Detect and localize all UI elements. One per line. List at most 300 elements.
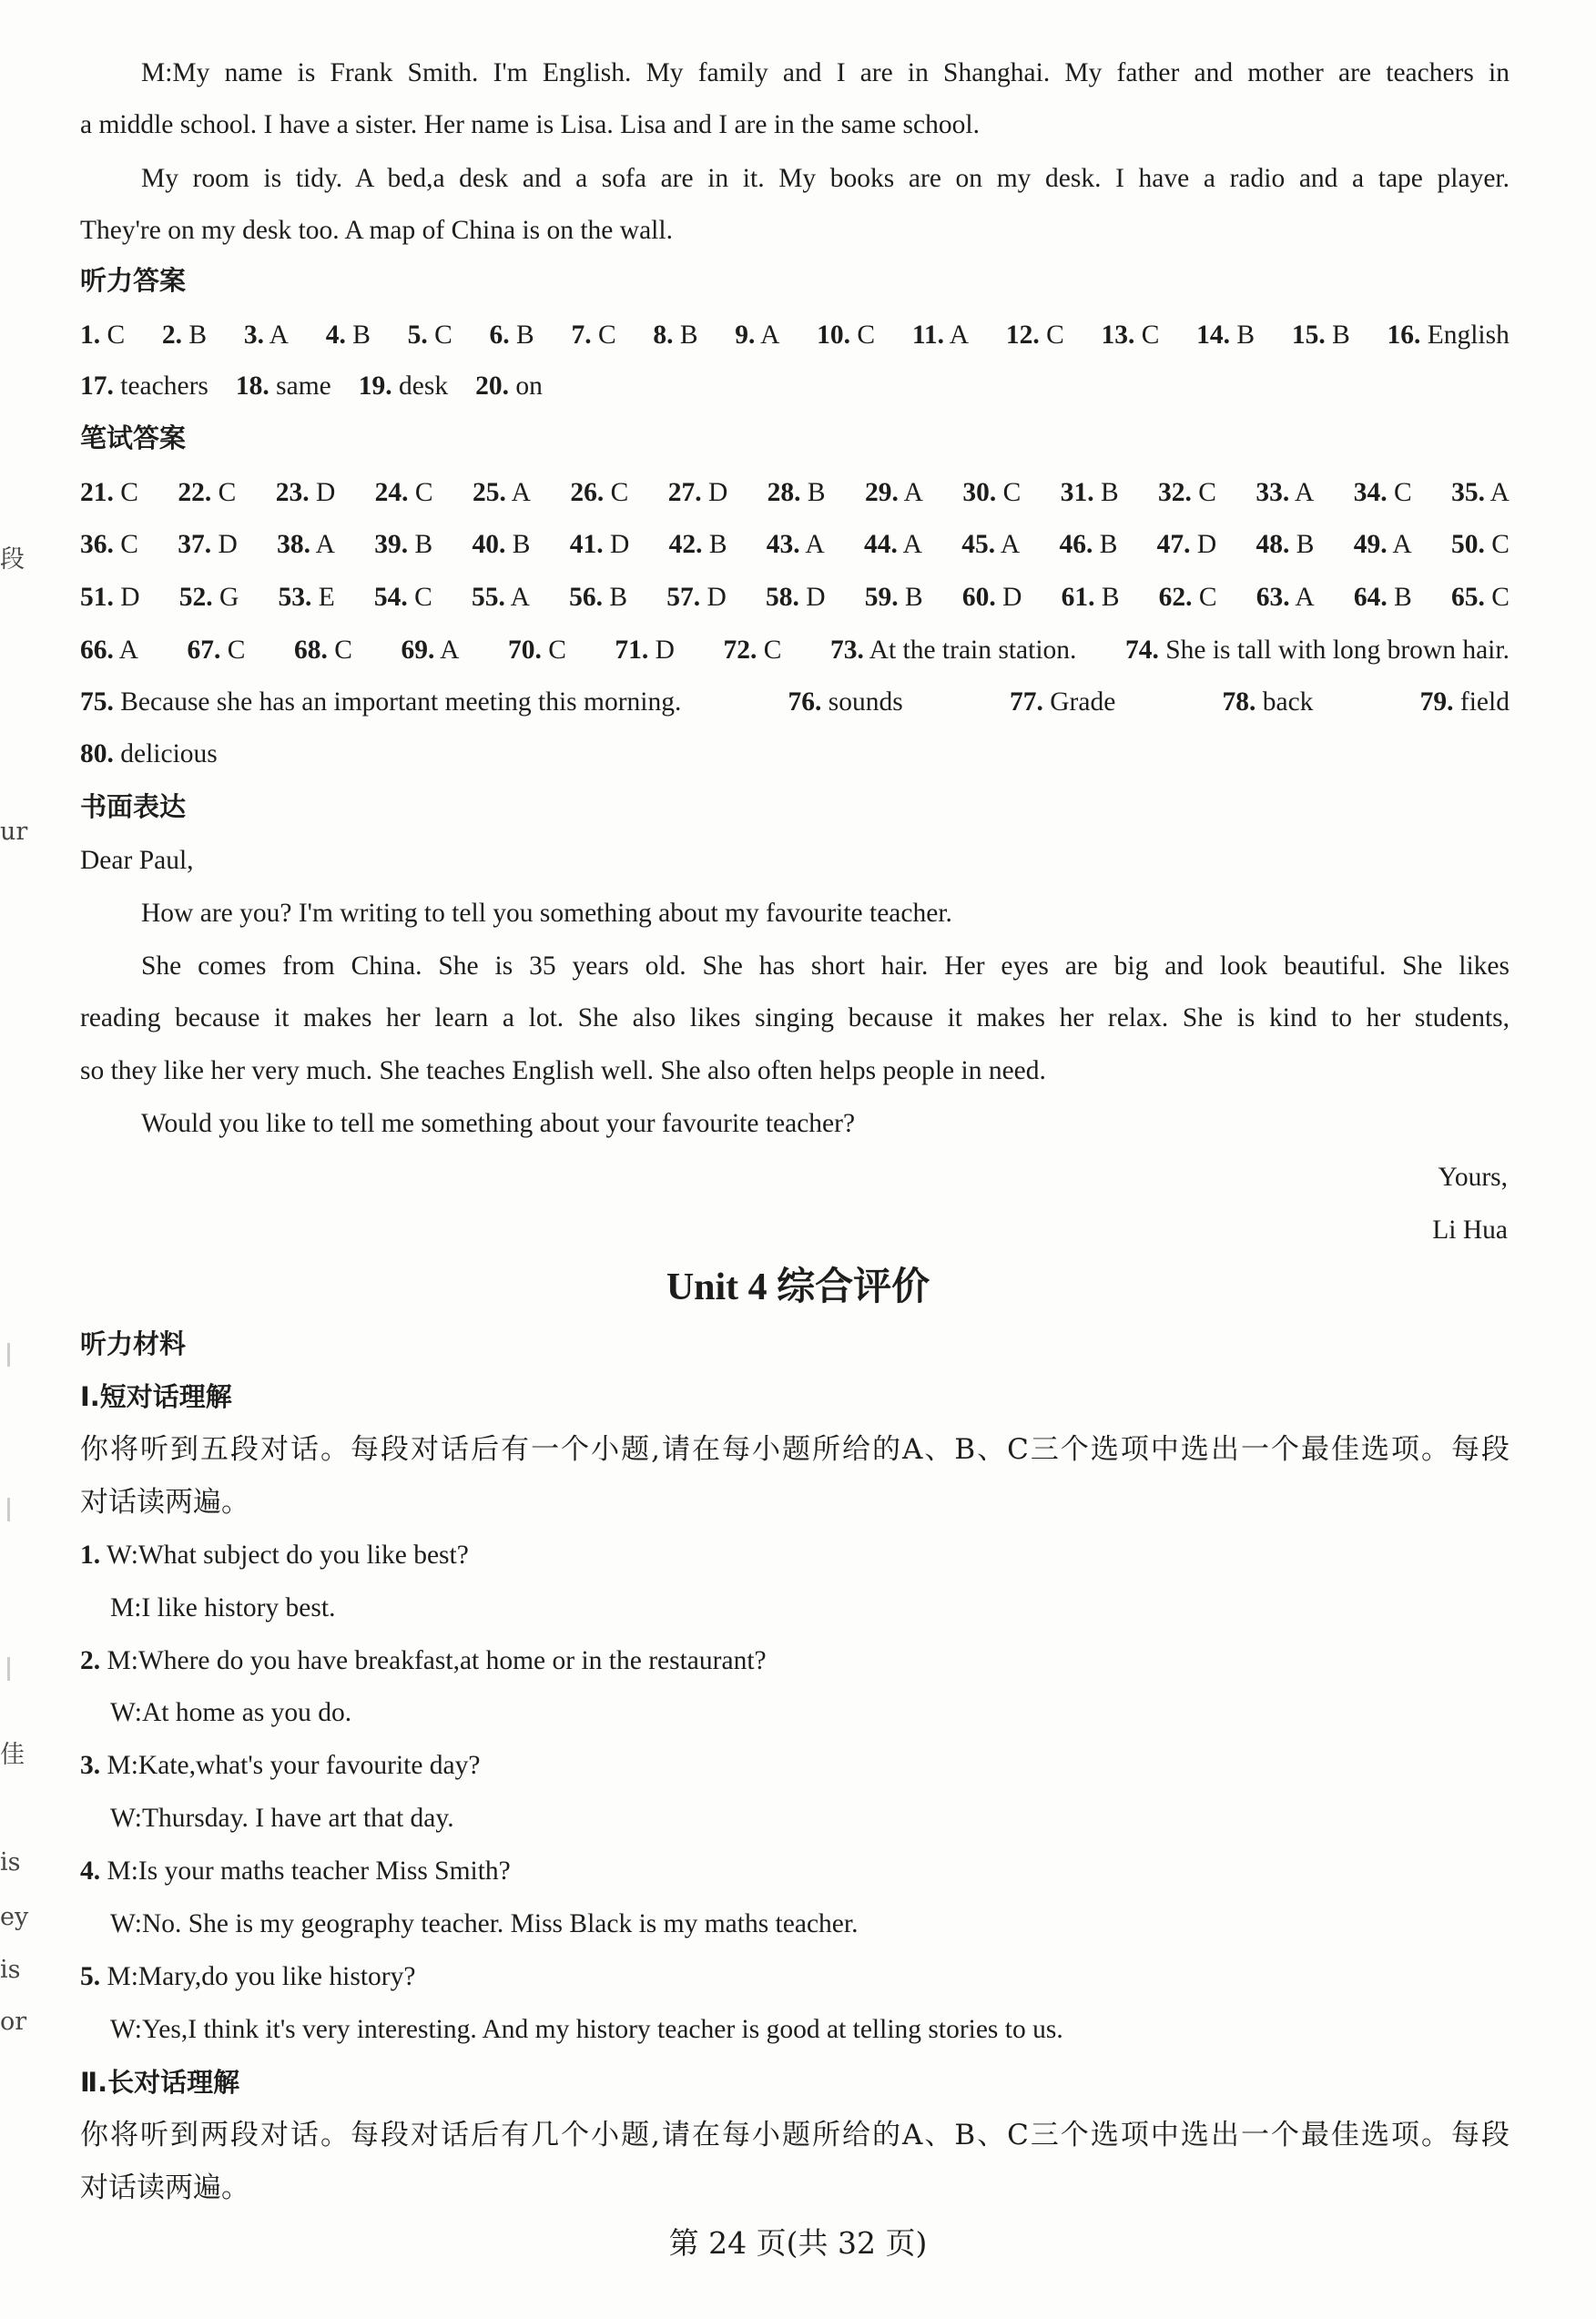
- answer-number: 36.: [80, 530, 114, 559]
- answer-value: G: [212, 583, 239, 612]
- answer-value: A: [1484, 478, 1510, 507]
- answer-value: C: [541, 636, 566, 665]
- answer-number: 17.: [80, 371, 114, 401]
- answer-value: D: [603, 530, 630, 559]
- answer-number: 8.: [653, 320, 674, 350]
- answer-value: B: [1093, 530, 1118, 559]
- answer-item: [653, 319, 697, 351]
- answer-number: 72.: [723, 636, 757, 665]
- answer-number: 55.: [472, 583, 505, 612]
- answer-number: 16.: [1387, 320, 1421, 350]
- answer-value: B: [603, 583, 628, 612]
- answer-number: 27.: [667, 478, 702, 507]
- answer-number: 59.: [864, 583, 899, 612]
- answer-value: She is tall with long brown hair.: [1158, 636, 1510, 665]
- answer-value: B: [898, 583, 923, 612]
- answer-value: A: [434, 636, 460, 665]
- answer-item: [359, 370, 448, 402]
- answer-value: C: [850, 320, 876, 350]
- answer-number: 52.: [178, 583, 213, 612]
- answer-number: 49.: [1353, 530, 1388, 559]
- answer-value: C: [407, 583, 432, 612]
- answer-value: C: [427, 320, 452, 350]
- margin-fragment: is: [0, 1956, 21, 1984]
- answer-row: [80, 476, 1510, 509]
- answer-number: 19.: [358, 371, 392, 401]
- answer-row: [80, 370, 1510, 402]
- dialogue-line: [80, 1749, 1510, 1782]
- answer-item: [1223, 686, 1314, 718]
- answer-value: B: [509, 320, 534, 350]
- answer-item: [1125, 634, 1510, 666]
- answer-item: [236, 370, 331, 402]
- letter-line: Would you like to tell me something about your favourite teacher?: [141, 1109, 856, 1138]
- answer-number: 9.: [735, 320, 756, 350]
- answer-value: D: [113, 583, 140, 612]
- answer-item: [666, 581, 727, 614]
- answer-item: [768, 476, 826, 509]
- margin-fragment: ur: [0, 818, 28, 846]
- page-footer: 第 24 页(共 32 页): [668, 2225, 928, 2261]
- answer-item: [80, 476, 138, 509]
- answer-value: B: [182, 320, 208, 350]
- answer-item: [961, 528, 1020, 561]
- answer-item: [1451, 528, 1510, 561]
- answer-item: [80, 319, 125, 351]
- answer-number: 76.: [788, 687, 822, 717]
- answer-value: C: [591, 320, 616, 350]
- answer-item: [401, 634, 459, 666]
- answer-number: 80.: [80, 739, 114, 768]
- answer-item: [294, 634, 352, 666]
- dialogue-number: 2.: [80, 1646, 101, 1675]
- answer-number: 35.: [1451, 478, 1485, 507]
- answer-item: [80, 737, 218, 770]
- answer-item: [1256, 581, 1315, 614]
- answer-number: 32.: [1158, 478, 1192, 507]
- answer-number: 48.: [1255, 530, 1290, 559]
- dialogue-text: M:Mary,do you like history?: [107, 1962, 416, 1991]
- answer-value: E: [311, 583, 335, 612]
- answer-item: [80, 634, 138, 666]
- answer-number: 3.: [243, 320, 264, 350]
- answer-number: 4.: [325, 320, 346, 350]
- margin-mark: [7, 1657, 10, 1681]
- answer-number: 2.: [161, 320, 183, 350]
- answer-item: [473, 528, 531, 561]
- answer-item: [490, 319, 534, 351]
- answer-number: 53.: [278, 583, 312, 612]
- dialogue-line: W:Yes,I think it's very interesting. And my history teacher is good at telling stories to us.: [110, 2015, 1063, 2044]
- dialogue-line: M:I like history best.: [110, 1593, 336, 1622]
- passage-line: My room is tidy. A bed,a desk and a sofa are in it. My books are on my desk. I have a radio and a tape player.: [141, 164, 1510, 193]
- answer-item: [864, 528, 922, 561]
- answer-number: 33.: [1255, 478, 1290, 507]
- answer-item: [865, 476, 923, 509]
- answer-item: [80, 686, 681, 718]
- answer-value: A: [944, 320, 970, 350]
- answer-value: field: [1453, 687, 1510, 717]
- answer-number: 73.: [830, 636, 864, 665]
- answer-value: B: [1093, 478, 1119, 507]
- answer-item: [767, 528, 825, 561]
- answer-value: B: [408, 530, 433, 559]
- answer-number: 78.: [1222, 687, 1256, 717]
- answer-value: C: [220, 636, 246, 665]
- answer-item: [278, 581, 334, 614]
- answer-value: A: [310, 530, 335, 559]
- answer-number: 6.: [489, 320, 510, 350]
- answer-row: [80, 528, 1510, 561]
- answer-number: 22.: [178, 478, 212, 507]
- answer-item: [1158, 476, 1216, 509]
- answer-number: 20.: [475, 371, 509, 401]
- answer-item: [162, 319, 207, 351]
- answer-value: A: [1387, 530, 1412, 559]
- answer-number: 43.: [766, 530, 800, 559]
- answer-number: 67.: [187, 636, 221, 665]
- answer-value: Because she has an important meeting this morning.: [113, 687, 682, 717]
- answer-item: [1292, 319, 1350, 351]
- answer-item: [766, 581, 826, 614]
- answer-value: B: [800, 478, 826, 507]
- answer-value: B: [345, 320, 371, 350]
- answer-number: 26.: [570, 478, 605, 507]
- answer-value: same: [269, 371, 331, 401]
- answer-item: [244, 319, 289, 351]
- answer-value: C: [1134, 320, 1160, 350]
- answer-item: [472, 581, 530, 614]
- passage-line: They're on my desk too. A map of China is on the wall.: [80, 216, 673, 245]
- answer-value: D: [648, 636, 675, 665]
- answer-item: [374, 528, 432, 561]
- section2-instruction: 你将听到两段对话。每段对话后有几个小题,请在每小题所给的A、B、C三个选项中选出一个最佳选项。每段: [80, 2119, 1510, 2151]
- answer-value: A: [898, 478, 923, 507]
- answer-item: [1354, 581, 1412, 614]
- answer-item: [735, 319, 779, 351]
- answer-item: [276, 476, 336, 509]
- dialogue-text: W:What subject do you like best?: [106, 1541, 469, 1570]
- answer-item: [570, 528, 630, 561]
- answer-value: D: [211, 530, 238, 559]
- answer-item: [326, 319, 371, 351]
- margin-fragment: or: [0, 2008, 27, 2036]
- answer-number: 75.: [80, 687, 114, 717]
- answer-item: [178, 476, 236, 509]
- answer-value: C: [1039, 320, 1064, 350]
- answer-value: A: [263, 320, 289, 350]
- answer-value: B: [673, 320, 698, 350]
- answer-number: 25.: [473, 478, 506, 507]
- answer-number: 31.: [1060, 478, 1094, 507]
- answer-number: 70.: [507, 636, 542, 665]
- answer-value: At the train station.: [863, 636, 1077, 665]
- letter-greeting: Dear Paul,: [80, 846, 194, 875]
- answer-number: 12.: [1005, 320, 1040, 350]
- section2-instruction: 对话读两遍。: [80, 2172, 249, 2204]
- answer-value: C: [113, 478, 138, 507]
- dialogue-number: 5.: [80, 1962, 101, 1991]
- dialogue-line: W:At home as you do.: [110, 1698, 352, 1727]
- answer-number: 39.: [374, 530, 409, 559]
- answer-number: 29.: [865, 478, 899, 507]
- dialogue-number: 3.: [80, 1751, 101, 1780]
- answer-row: [80, 634, 1510, 666]
- answer-item: [615, 634, 675, 666]
- answer-number: 10.: [817, 320, 851, 350]
- margin-fragment: 段: [0, 545, 25, 574]
- letter-line: so they like her very much. She teaches English well. She also often helps people in need.: [80, 1056, 1046, 1085]
- answer-number: 24.: [374, 478, 409, 507]
- written-answers-heading: 笔试答案: [80, 422, 187, 453]
- letter-line: reading because it makes her learn a lot. She also likes singing because it makes her relax. She is kind to her students,: [80, 1003, 1510, 1032]
- answer-item: [830, 634, 1076, 666]
- answer-item: [1196, 319, 1255, 351]
- dialogue-line: [80, 1855, 1510, 1887]
- answer-value: A: [995, 530, 1021, 559]
- answer-item: [1159, 581, 1217, 614]
- answer-number: 64.: [1353, 583, 1388, 612]
- answer-item: [962, 476, 1021, 509]
- answer-value: desk: [391, 371, 449, 401]
- answer-number: 60.: [961, 583, 996, 612]
- answer-value: Grade: [1042, 687, 1116, 717]
- answer-number: 34.: [1353, 478, 1388, 507]
- section1-heading: Ⅰ.短对话理解: [80, 1381, 232, 1412]
- answer-number: 18.: [235, 371, 269, 401]
- answer-number: 44.: [864, 530, 898, 559]
- answer-item: [1354, 528, 1412, 561]
- dialogue-number: 1.: [80, 1541, 101, 1570]
- answer-value: A: [1289, 478, 1315, 507]
- answer-item: [1061, 476, 1119, 509]
- answer-item: [817, 319, 875, 351]
- answer-item: [475, 370, 543, 402]
- answer-value: C: [757, 636, 782, 665]
- answer-value: delicious: [113, 739, 218, 768]
- answer-row: [80, 319, 1510, 351]
- answer-number: 21.: [80, 478, 114, 507]
- answer-number: 28.: [767, 478, 801, 507]
- answer-number: 54.: [373, 583, 408, 612]
- answer-value: sounds: [821, 687, 903, 717]
- answer-number: 13.: [1101, 320, 1135, 350]
- answer-value: C: [604, 478, 629, 507]
- answer-value: A: [755, 320, 780, 350]
- answer-number: 66.: [80, 636, 114, 665]
- letter-line: How are you? I'm writing to tell you something about my favourite teacher.: [141, 899, 952, 928]
- answer-value: B: [1325, 320, 1350, 350]
- answer-number: 5.: [407, 320, 428, 350]
- answer-number: 42.: [668, 530, 703, 559]
- answer-value: A: [1289, 583, 1315, 612]
- letter-signature: Li Hua: [1432, 1215, 1508, 1245]
- answer-value: teachers: [113, 371, 208, 401]
- answer-value: C: [1191, 478, 1216, 507]
- answer-item: [1059, 528, 1117, 561]
- answer-value: B: [505, 530, 531, 559]
- answer-value: C: [996, 478, 1022, 507]
- section1-instruction: 你将听到五段对话。每段对话后有一个小题,请在每小题所给的A、B、C三个选项中选出一个最佳选项。每段: [80, 1433, 1510, 1466]
- dialogue-text: M:Kate,what's your favourite day?: [107, 1751, 481, 1780]
- answer-number: 56.: [569, 583, 604, 612]
- answer-item: [178, 528, 238, 561]
- answer-number: 7.: [571, 320, 592, 350]
- answer-number: 71.: [615, 636, 649, 665]
- answer-number: 74.: [1124, 636, 1159, 665]
- answer-row: [80, 686, 1510, 718]
- dialogue-number: 4.: [80, 1856, 101, 1886]
- margin-fragment: is: [0, 1848, 21, 1877]
- answer-value: C: [1484, 530, 1510, 559]
- dialogue-line: [80, 1539, 1510, 1571]
- answer-item: [375, 476, 433, 509]
- answer-item: [179, 581, 239, 614]
- margin-fragment: ey: [0, 1903, 29, 1931]
- answer-value: C: [1484, 583, 1510, 612]
- answer-value: C: [1192, 583, 1217, 612]
- margin-fragment: 佳: [0, 1741, 25, 1769]
- dialogue-line: W:Thursday. I have art that day.: [110, 1804, 454, 1833]
- answer-value: D: [995, 583, 1022, 612]
- answer-item: [1451, 476, 1510, 509]
- answer-item: [571, 319, 615, 351]
- answer-item: [508, 634, 566, 666]
- answer-value: A: [113, 636, 138, 665]
- answer-item: [570, 476, 628, 509]
- answer-item: [1102, 319, 1160, 351]
- answer-item: [1006, 319, 1064, 351]
- answer-value: B: [1230, 320, 1255, 350]
- answer-value: B: [1094, 583, 1120, 612]
- answer-number: 77.: [1009, 687, 1043, 717]
- answer-item: [473, 476, 531, 509]
- answer-number: 38.: [277, 530, 310, 559]
- answer-value: C: [1387, 478, 1412, 507]
- answer-value: C: [327, 636, 352, 665]
- answer-number: 46.: [1059, 530, 1093, 559]
- answer-item: [80, 528, 138, 561]
- answer-number: 14.: [1196, 320, 1231, 350]
- answer-item: [1387, 319, 1509, 351]
- answer-number: 68.: [293, 636, 328, 665]
- answer-item: [80, 370, 208, 402]
- answer-number: 58.: [765, 583, 799, 612]
- answer-item: [724, 634, 782, 666]
- answer-item: [1010, 686, 1115, 718]
- answer-value: B: [1387, 583, 1412, 612]
- answer-number: 51.: [80, 583, 114, 612]
- answer-item: [277, 528, 335, 561]
- unit-title-cn: 综合评价: [777, 1264, 930, 1308]
- answer-number: 79.: [1419, 687, 1454, 717]
- dialogue-text: M:Is your maths teacher Miss Smith?: [107, 1856, 511, 1886]
- answer-item: [962, 581, 1022, 614]
- answer-item: [1420, 686, 1510, 718]
- answer-number: 15.: [1291, 320, 1326, 350]
- answer-number: 57.: [666, 583, 701, 612]
- answer-item: [1256, 528, 1315, 561]
- unit-title-en: Unit 4: [666, 1266, 768, 1308]
- answer-item: [80, 581, 140, 614]
- answer-value: B: [702, 530, 727, 559]
- answer-row: [80, 581, 1510, 614]
- answer-item: [1157, 528, 1217, 561]
- answer-value: A: [897, 530, 922, 559]
- dialogue-line: W:No. She is my geography teacher. Miss Black is my maths teacher.: [110, 1909, 859, 1938]
- answer-value: C: [408, 478, 433, 507]
- margin-mark: [7, 1343, 10, 1367]
- answer-number: 62.: [1158, 583, 1193, 612]
- answer-item: [408, 319, 452, 351]
- answer-number: 45.: [961, 530, 996, 559]
- listening-answers-heading: 听力答案: [80, 265, 187, 296]
- letter-line: She comes from China. She is 35 years old. She has short hair. Her eyes are big and look beautiful. She likes: [141, 951, 1510, 981]
- answer-value: C: [211, 478, 237, 507]
- answer-value: A: [799, 530, 825, 559]
- passage-line: a middle school. I have a sister. Her name is Lisa. Lisa and I are in the same school.: [80, 110, 980, 139]
- dialogue-line: [80, 1644, 1510, 1677]
- answer-number: 41.: [569, 530, 604, 559]
- dialogue-line: [80, 1960, 1510, 1993]
- answer-item: [569, 581, 627, 614]
- answer-value: C: [113, 530, 138, 559]
- unit-title: [0, 1261, 1596, 1313]
- answer-item: [1255, 476, 1314, 509]
- answer-number: 11.: [911, 320, 945, 350]
- section1-instruction: 对话读两遍。: [80, 1486, 249, 1519]
- answer-value: D: [701, 478, 728, 507]
- answer-number: 50.: [1450, 530, 1485, 559]
- answer-item: [374, 581, 432, 614]
- answer-value: A: [504, 583, 530, 612]
- dialogue-text: M:Where do you have breakfast,at home or in the restaurant?: [107, 1646, 767, 1675]
- materials-heading: 听力材料: [80, 1328, 187, 1359]
- answer-number: 1.: [80, 320, 101, 350]
- answer-item: [1062, 581, 1120, 614]
- answer-value: C: [100, 320, 126, 350]
- answer-number: 65.: [1451, 583, 1485, 612]
- answer-item: [668, 476, 728, 509]
- answer-number: 61.: [1061, 583, 1095, 612]
- margin-mark: [7, 1498, 10, 1521]
- answer-number: 63.: [1255, 583, 1290, 612]
- writing-heading: 书面表达: [80, 791, 187, 822]
- answer-value: B: [1289, 530, 1315, 559]
- answer-item: [1451, 581, 1510, 614]
- answer-number: 30.: [962, 478, 997, 507]
- answer-value: English: [1420, 320, 1510, 350]
- answer-value: on: [508, 371, 543, 401]
- answer-value: D: [700, 583, 727, 612]
- answer-number: 23.: [275, 478, 310, 507]
- answer-number: 40.: [472, 530, 506, 559]
- answer-value: D: [309, 478, 336, 507]
- answer-number: 47.: [1156, 530, 1191, 559]
- passage-line: M:My name is Frank Smith. I'm English. My family and I are in Shanghai. My father and mother are teachers in: [141, 58, 1510, 87]
- answer-value: A: [505, 478, 531, 507]
- section2-heading: Ⅱ.长对话理解: [80, 2067, 240, 2098]
- answer-item: [187, 634, 245, 666]
- answer-item: [912, 319, 969, 351]
- letter-closing: Yours,: [1438, 1163, 1508, 1192]
- answer-value: back: [1255, 687, 1314, 717]
- answer-row: [80, 737, 1510, 770]
- answer-number: 69.: [401, 636, 435, 665]
- answer-value: D: [798, 583, 826, 612]
- answer-item: [1354, 476, 1412, 509]
- answer-item: [865, 581, 923, 614]
